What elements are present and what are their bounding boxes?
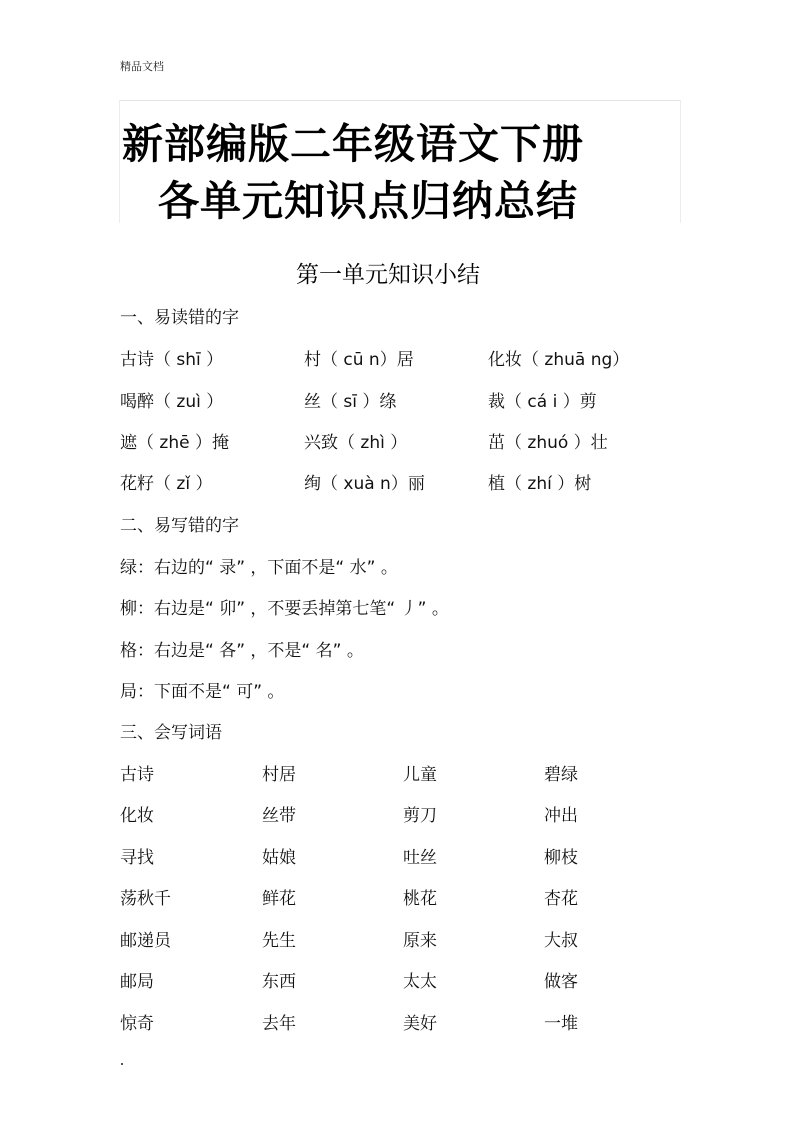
vocab-word: 大叔 (544, 931, 578, 951)
vocab-word: 荡秋千 (120, 889, 171, 909)
vocab-word: 柳枝 (544, 848, 578, 868)
vocab-word: 碧绿 (544, 765, 578, 785)
writing-rule: 柳：右边是“ 卯” ，不要丢掉第七笔“ 丿” 。 (120, 599, 449, 619)
pinyin-item: 遮（ zhē ）掩 (120, 433, 229, 453)
vocab-word: 化妆 (120, 806, 154, 826)
vocab-word: 做客 (544, 972, 578, 992)
pinyin-item: 茁（ zhuó ）壮 (488, 433, 608, 453)
vocab-word: 邮递员 (120, 931, 171, 951)
writing-rule: 绿：右边的“ 录” ，下面不是“ 水” 。 (120, 558, 398, 578)
vocab-word: 东西 (262, 972, 296, 992)
vocab-word: 剪刀 (403, 806, 437, 826)
unit-title: 第一单元知识小结 (296, 262, 480, 288)
vocab-word: 邮局 (120, 972, 154, 992)
pinyin-item: 喝醉（ zuì ） (120, 392, 224, 412)
pinyin-item: 古诗（ shī ） (120, 350, 224, 370)
title-line-1: 新部编版二年级语文下册 (122, 120, 584, 168)
vocab-word: 村居 (262, 765, 296, 785)
vocab-word: 儿童 (403, 765, 437, 785)
section-heading-misread: 一、易读错的字 (120, 308, 239, 328)
vocab-word: 姑娘 (262, 848, 296, 868)
vocab-word: 一堆 (544, 1014, 578, 1034)
vocab-word: 去年 (262, 1014, 296, 1034)
vocab-word: 美好 (403, 1014, 437, 1034)
section-heading-vocabulary: 三、会写词语 (120, 723, 222, 743)
vocab-word: 桃花 (403, 889, 437, 909)
pinyin-item: 植（ zhí ）树 (488, 474, 592, 494)
vocab-word: 古诗 (120, 765, 154, 785)
pinyin-item: 绚（ xuà n）丽 (304, 474, 425, 494)
page-header-label: 精品文档 (120, 60, 164, 73)
document-title (119, 100, 681, 223)
pinyin-item: 花籽（ zǐ ） (120, 474, 213, 494)
writing-rule: 局：下面不是“ 可” 。 (120, 682, 285, 702)
pinyin-item: 丝（ sī ）绦 (304, 392, 397, 412)
vocab-word: 原来 (403, 931, 437, 951)
section-heading-miswritten: 二、易写错的字 (120, 516, 239, 536)
pinyin-item: 化妆（ zhuā ng） (488, 350, 630, 370)
vocab-word: 寻找 (120, 848, 154, 868)
pinyin-item: 兴致（ zhì ） (304, 433, 408, 453)
writing-rule: 格：右边是“ 各” ，不是“ 名” 。 (120, 641, 364, 661)
vocab-word: 冲出 (544, 806, 578, 826)
vocab-word: 太太 (403, 972, 437, 992)
vocab-word: 惊奇 (120, 1014, 154, 1034)
pinyin-item: 村（ cū n）居 (304, 350, 414, 370)
pinyin-item: 裁（ cá i ）剪 (488, 392, 597, 412)
vocab-word: 鲜花 (262, 889, 296, 909)
vocab-word: 杏花 (544, 889, 578, 909)
footer-dot (121, 1063, 123, 1065)
vocab-word: 丝带 (262, 806, 296, 826)
vocab-word: 先生 (262, 931, 296, 951)
vocab-word: 吐丝 (403, 848, 437, 868)
title-line-2: 各单元知识点归纳总结 (158, 177, 578, 225)
